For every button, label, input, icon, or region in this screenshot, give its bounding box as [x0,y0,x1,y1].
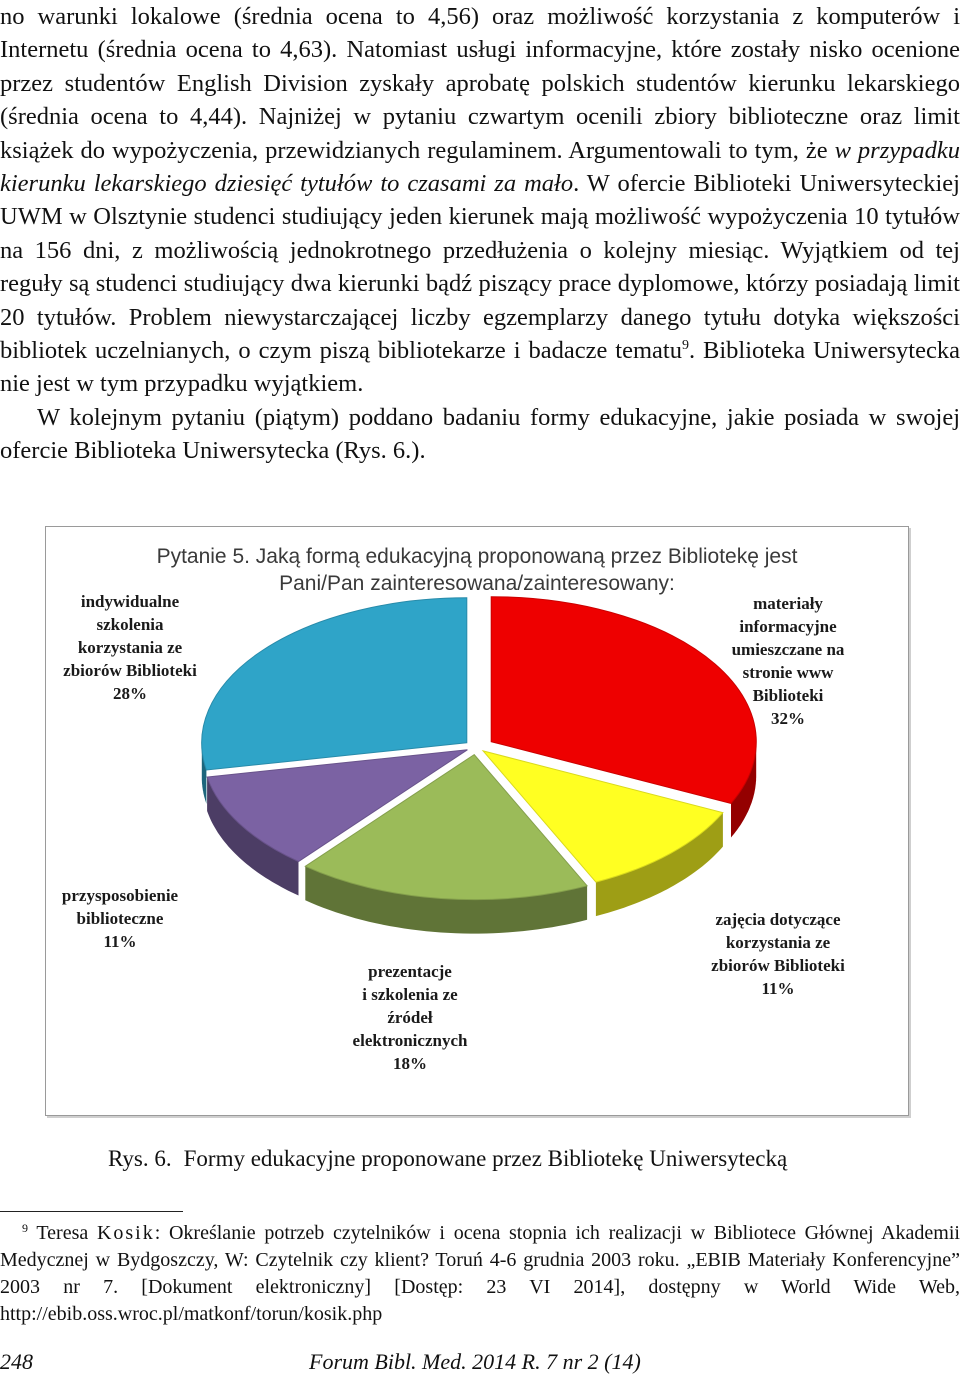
slice-label-line: źródeł [387,1008,433,1027]
chart-title [157,545,798,595]
slice-label-line: elektronicznych [352,1031,468,1050]
footnote-pre: Teresa [28,1222,97,1244]
slice-percent-4: 11% [103,932,137,951]
caption-text: Formy edukacyjne proponowane przez Bibliotekę Uniwersytecką [183,1146,788,1171]
slice-label-line: zbiorów Biblioteki [711,956,845,975]
footnote [0,1220,960,1328]
slice-label-line: stronie www [742,663,834,682]
slice-label-line: umieszczane na [731,640,845,659]
page-number: 248 [0,1349,33,1374]
slice-label-line: zajęcia dotyczące [715,910,841,929]
paragraph-1-part-c: . Biblioteka Uniwersytecka nie jest w tym przypadku wyjątkiem. [0,337,960,398]
pie-slice-5 [202,598,467,770]
slice-percent-2: 11% [761,979,795,998]
paragraph-1-part-b: . W ofercie Biblioteki Uniwersyteckiej UWM w Olsztynie studenci studiujący jeden kierunek mają możliwość wypożyczenia 10 tytułów na 156 dni, z możliwością jednokrotnego przedłużenia o kolejny miesiąc. Wyjątkiem od tej reguły są studenci studiujący dwa kierunki bądź piszący prace dyplomowe, którzy posiadają limit 20 tytułów. Problem niewystarczającej liczby egzemplarzy danego tytułu dotyka większości bibliotek uczelnianych, o czym piszą bibliotekarze i badacze tematu [0,170,960,365]
slice-label-line: materiały [753,594,823,613]
paragraph-2: W kolejnym pytaniu (piątym) poddano badaniu formy edukacyjne, jakie posiada w swojej ofercie Biblioteka Uniwersytecka (Rys. 6.). [0,403,960,465]
caption-number: Rys. 6. [108,1146,172,1171]
footnote-text: : Określanie potrzeb czytelników i ocena stopnia ich realizacji w Bibliotece Głównej Akademii Medycznej w Bydgoszczy, W: Czytelnik czy klient? Toruń 4-6 grudnia 2003 roku. „EBIB Materiały Konferencyjne” 2003 nr 7. [Dokument elektroniczny] [Dostęp: 23 VI 2014], dostępny w World Wide Web, http://ebib.oss.wroc.pl/matkonf/torun/kosik.php [0,1222,960,1325]
journal-citation: Forum Bibl. Med. 2014 R. 7 nr 2 (14) [309,1349,641,1374]
slice-label-line: i szkolenia ze [362,985,458,1004]
slice-percent-3: 18% [393,1054,427,1073]
slice-label-line: przysposobienie [61,886,179,905]
slice-label-line: szkolenia [96,615,164,634]
slice-label-line: informacyjne [739,617,837,636]
footnote-divider [0,1211,183,1212]
slice-percent-5: 28% [113,684,147,703]
slice-label-line: Biblioteki [752,686,824,705]
slice-label-line: zbiorów Biblioteki [63,661,197,680]
slice-label-5 [63,592,197,703]
slice-label-2 [711,910,845,998]
slice-label-3 [353,962,468,1073]
pie-chart [46,527,908,1115]
footnote-mark: 9 [22,1221,28,1235]
chart-title-line: Pani/Pan zainteresowana/zainteresowany: [279,572,675,595]
footnote-9 [0,1220,960,1328]
slice-label-line: biblioteczne [76,909,164,928]
slice-label-4 [62,886,179,951]
body-text [0,0,960,468]
figure-pie-chart [45,526,909,1116]
slice-label-line: indywidualne [80,592,180,611]
slice-label-line: prezentacje [368,962,452,981]
slice-label-line: korzystania ze [77,638,183,657]
slice-label-line: korzystania ze [725,933,831,952]
slice-percent-1: 32% [771,709,805,728]
figure-caption [108,1144,908,1174]
paragraph-1 [0,0,960,401]
student-quote: w przypadku kierunku lekarskiego dziesięć tytułów to czasami za mało [0,136,960,198]
footnote-ref-9[interactable]: 9 [681,338,689,354]
chart-title-line: Pytanie 5. Jaką formą edukacyjną proponowaną przez Bibliotekę jest [156,545,798,568]
footnote-author: Kosik [96,1222,155,1244]
paragraph-1-part-a: no warunki lokalowe (średnia ocena to 4,56) oraz możliwość korzystania z komputerów i Internetu (średnia ocena to 4,63). Natomiast usługi informacyjne, które zostały nisko ocenione przez studentów English Division zyskały aprobatę polskich studentów kierunku lekarskiego (średnia ocena to 4,44). Najniżej w pytaniu czwartym ocenili zbiory biblioteczne oraz limit książek do wypożyczenia, przewidzianych regulaminem. Argumentowali to tym, że [0,3,960,164]
